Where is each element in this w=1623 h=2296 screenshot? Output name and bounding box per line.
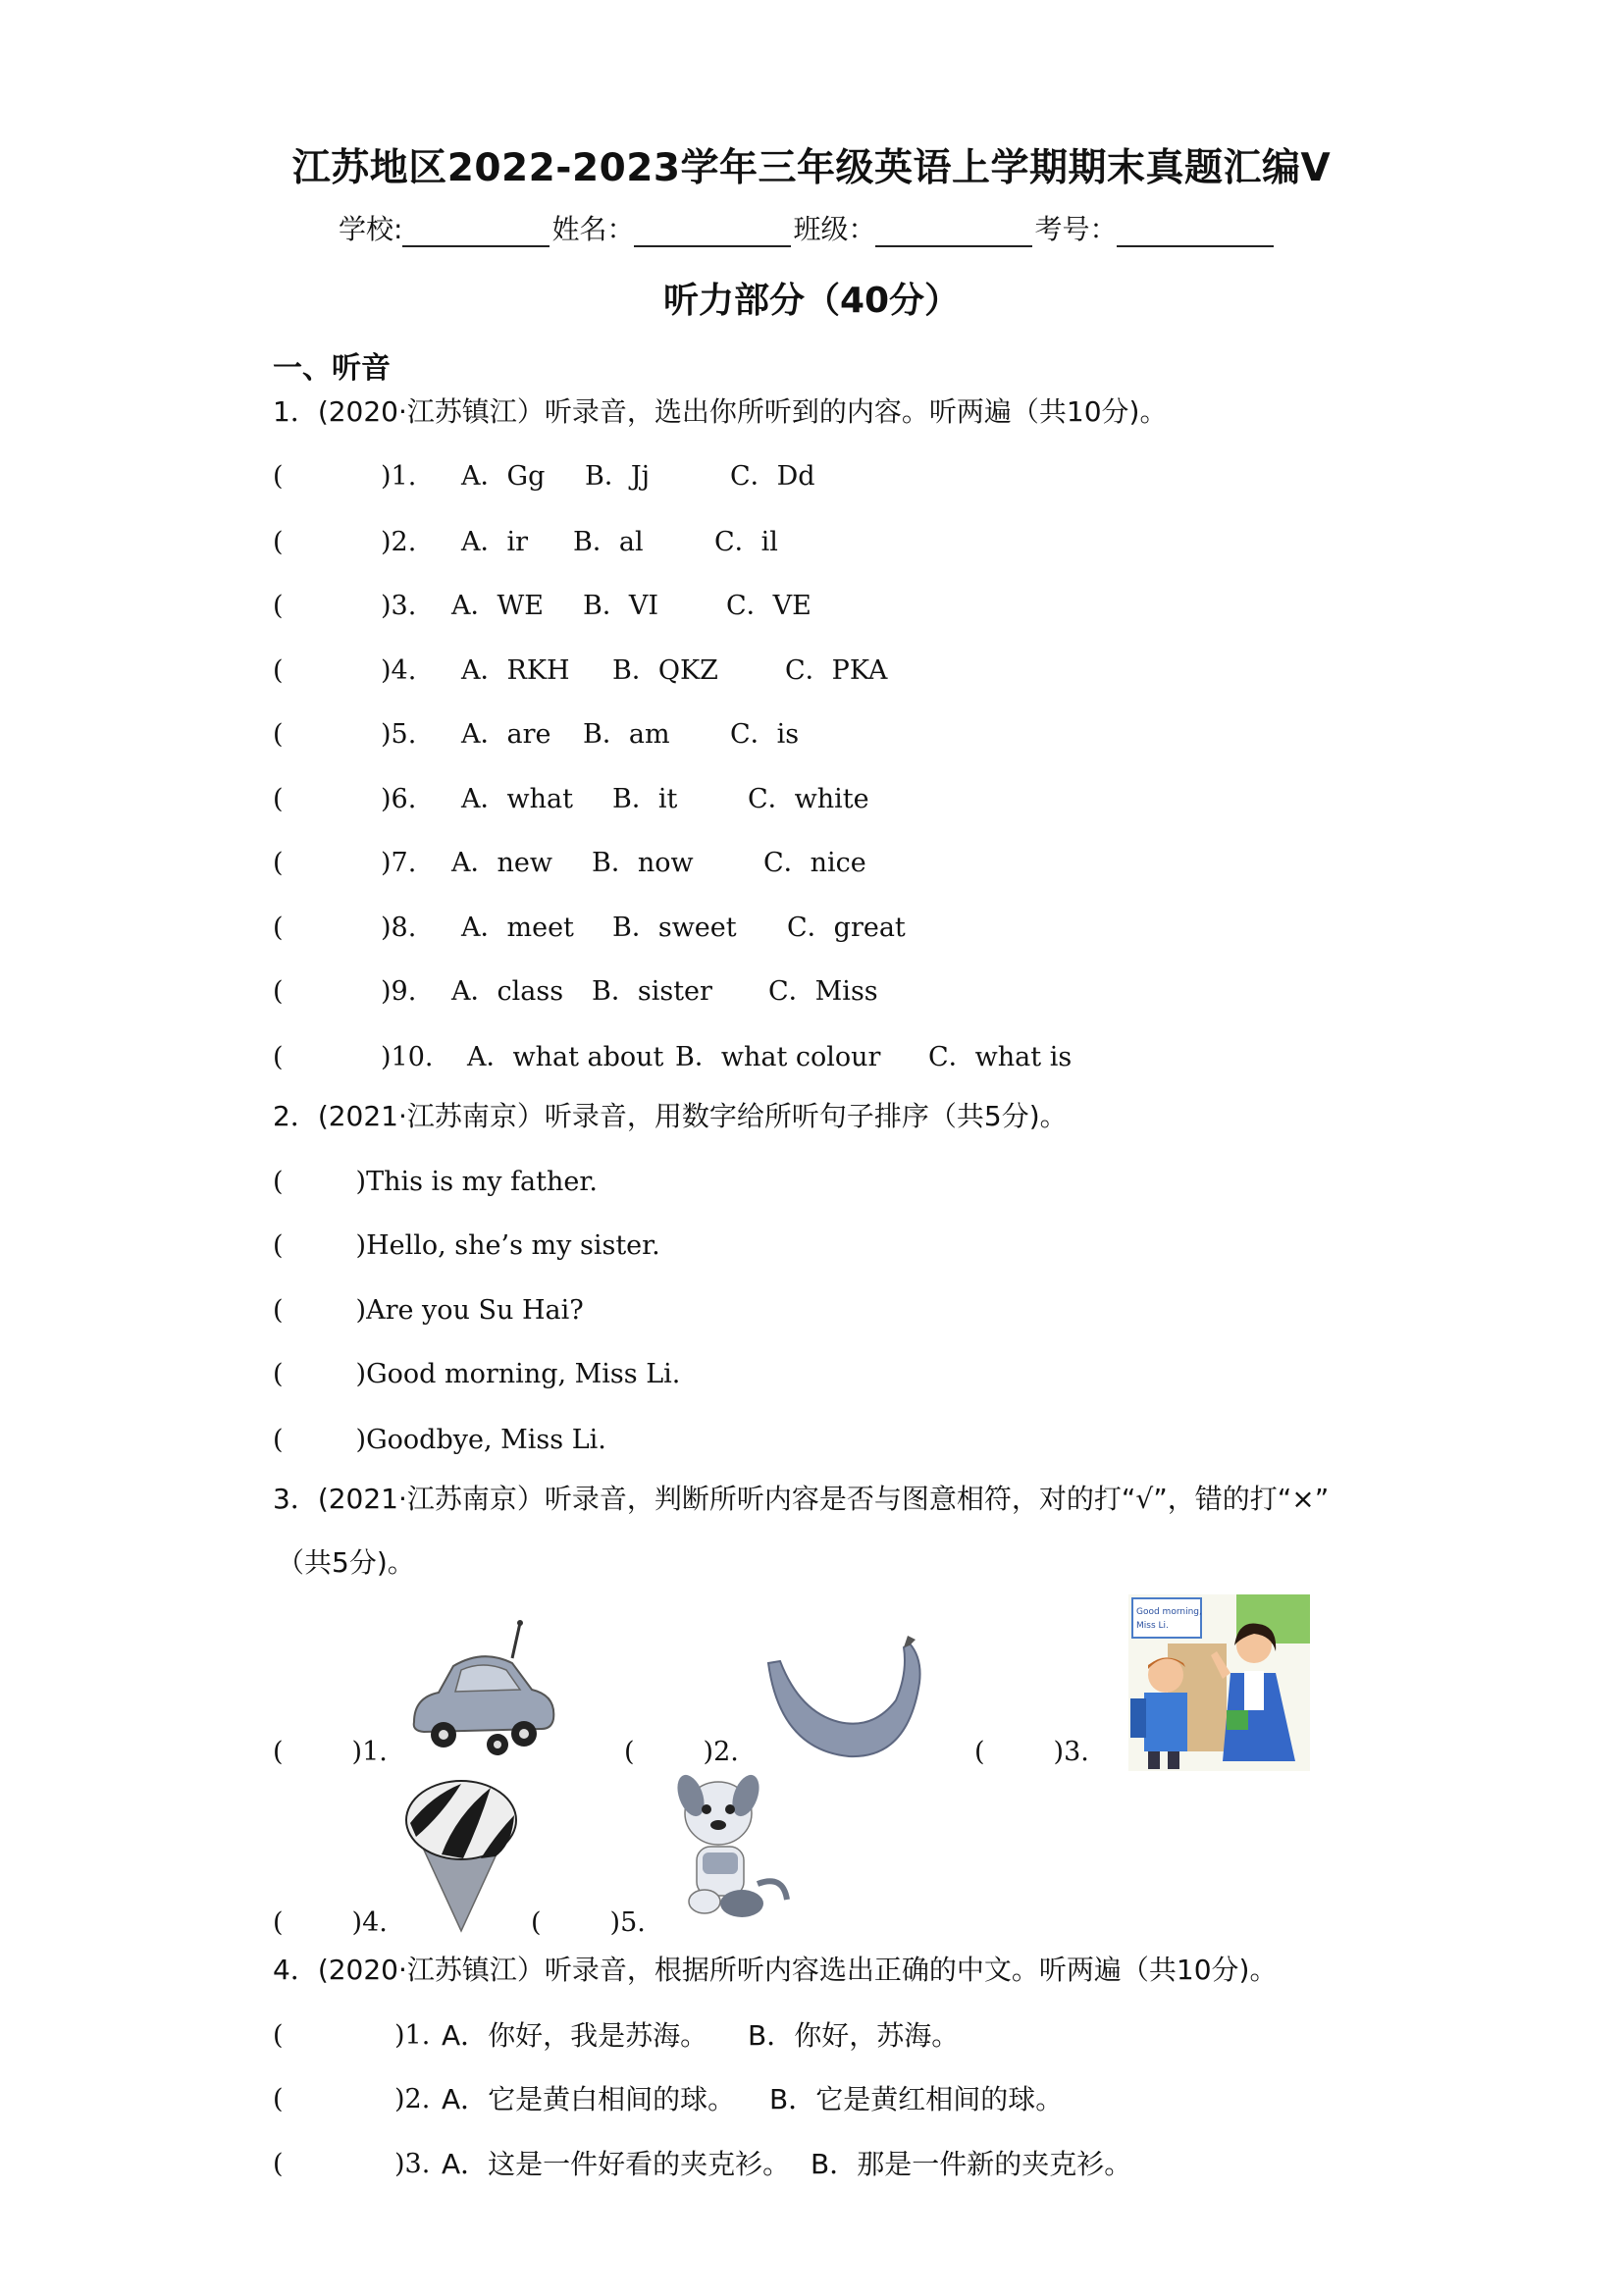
open-paren: ( [273, 1230, 284, 1261]
open-paren: ( [273, 976, 284, 1007]
option-a: A．Gg [461, 461, 546, 492]
option-b: B．Jj [585, 461, 651, 492]
option-b: B．你好，苏海。 [748, 2019, 960, 2052]
open-paren: ( [974, 1737, 985, 1767]
q2-header: 2．(2021·江苏南京）听录音，用数字给所听句子排序（共5分)。 [273, 1100, 1068, 1132]
option-a: A．are [461, 719, 551, 750]
name-blank[interactable] [634, 218, 791, 247]
option-c: C．nice [763, 848, 866, 878]
open-paren: ( [273, 913, 284, 943]
item-number: )10. [381, 1042, 434, 1072]
open-paren: ( [624, 1737, 635, 1767]
option-b: B．那是一件新的夹克衫。 [811, 2148, 1132, 2180]
sentence-text: )Goodbye, Miss Li. [355, 1425, 606, 1455]
item-number: )9. [381, 976, 417, 1007]
q3-item-3[interactable] [974, 1735, 1089, 1770]
option-a: A．RKH [461, 655, 570, 686]
option-a: A．ir [461, 527, 529, 557]
option-b: B．VI [583, 591, 659, 621]
open-paren: ( [273, 1042, 284, 1072]
open-paren: ( [273, 2020, 284, 2051]
item-number: )3. [1053, 1737, 1089, 1767]
item-number: )6. [381, 784, 417, 814]
item-number: )4. [381, 655, 417, 686]
open-paren: ( [273, 1737, 284, 1767]
option-b: B．now [592, 848, 694, 878]
option-a: A．what [461, 784, 573, 814]
sentence-text: )Are you Su Hai? [355, 1295, 584, 1326]
school-blank[interactable] [402, 218, 550, 247]
option-c: C．what is [928, 1042, 1073, 1072]
class-blank[interactable] [875, 218, 1032, 247]
toy-dog-icon [659, 1766, 797, 1923]
item-number: )5. [381, 719, 417, 750]
sentence-text: )Good morning, Miss Li. [355, 1359, 681, 1389]
option-a: A．它是黄白相间的球。 [442, 2083, 736, 2115]
option-c: C．is [730, 719, 800, 750]
q2-item-1[interactable] [273, 1165, 598, 1200]
item-number: )2. [703, 1737, 739, 1767]
option-c: C．Miss [768, 976, 878, 1007]
item-number: )1. [394, 2020, 431, 2051]
q2-item-5[interactable] [273, 1423, 606, 1458]
option-b: B．al [573, 527, 644, 557]
name-label: 姓名： [551, 213, 635, 245]
exam-no-blank[interactable] [1117, 218, 1274, 247]
open-paren: ( [273, 591, 284, 621]
open-paren: ( [273, 1295, 284, 1326]
page-title: 江苏地区2022-2023学年三年级英语上学期期末真题汇编Ⅴ [291, 146, 1332, 190]
q3-header-cont: （共5分)。 [277, 1546, 415, 1579]
option-b: B．am [583, 719, 670, 750]
option-a: A．new [451, 848, 552, 878]
item-number: )4. [351, 1907, 388, 1938]
q3-header: 3．(2021·江苏南京）听录音，判断所听内容是否与图意相符，对的打“√”，错的打“×” [273, 1483, 1330, 1515]
option-a: A．meet [461, 913, 574, 943]
class-label: 班级： [793, 213, 876, 245]
q2-item-3[interactable] [273, 1293, 584, 1329]
open-paren: ( [273, 655, 284, 686]
option-b: B．sweet [612, 913, 737, 943]
section-title: 听力部分（40分） [662, 281, 961, 321]
picture-caption-2: Miss Li. [1136, 1621, 1169, 1631]
option-b: B．what colour [675, 1042, 881, 1072]
option-c: C．great [787, 913, 906, 943]
sentence-text: )Hello, she’s my sister. [355, 1230, 660, 1261]
option-a: A．class [451, 976, 564, 1007]
item-number: )2. [381, 527, 417, 557]
option-c: C．il [714, 527, 778, 557]
picture-caption-1: Good morning, [1136, 1607, 1202, 1617]
option-c: C．PKA [785, 655, 888, 686]
school-label: 学校: [339, 213, 403, 245]
part-title: 一、听音 [273, 351, 391, 386]
option-c: C．Dd [730, 461, 815, 492]
item-number: )8. [381, 913, 417, 943]
open-paren: ( [273, 719, 284, 750]
item-number: )3. [394, 2149, 431, 2179]
ice-cream-icon [402, 1776, 520, 1933]
open-paren: ( [273, 2149, 284, 2179]
option-b: B．QKZ [612, 655, 718, 686]
q1-header: 1．(2020·江苏镇江）听录音，选出你所听到的内容。听两遍（共10分)。 [273, 395, 1168, 428]
item-number: )1. [351, 1737, 388, 1767]
open-paren: ( [273, 1359, 284, 1389]
q3-item-2[interactable] [624, 1735, 739, 1770]
open-paren: ( [273, 848, 284, 878]
option-a: A．这是一件好看的夹克衫。 [442, 2148, 791, 2180]
open-paren: ( [273, 2084, 284, 2114]
item-number: )3. [381, 591, 417, 621]
open-paren: ( [273, 527, 284, 557]
q3-item-1[interactable] [273, 1735, 388, 1770]
option-b: B．sister [592, 976, 712, 1007]
option-b: B．it [612, 784, 678, 814]
toy-car-icon [404, 1619, 561, 1766]
open-paren: ( [531, 1907, 542, 1938]
open-paren: ( [273, 784, 284, 814]
item-number: )1. [381, 461, 417, 492]
option-a: A．你好，我是苏海。 [442, 2019, 708, 2052]
open-paren: ( [273, 1167, 284, 1197]
option-c: C．white [748, 784, 869, 814]
student-info-line [339, 208, 1276, 247]
q3-item-5[interactable] [531, 1905, 646, 1941]
open-paren: ( [273, 1425, 284, 1455]
open-paren: ( [273, 461, 284, 492]
option-a: A．what about [467, 1042, 664, 1072]
q3-item-4[interactable] [273, 1905, 388, 1941]
q2-item-2[interactable] [273, 1228, 660, 1264]
classroom-picture [1128, 1594, 1310, 1771]
sentence-text: )This is my father. [355, 1167, 598, 1197]
option-a: A．WE [451, 591, 544, 621]
option-c: C．VE [726, 591, 812, 621]
item-number: )5. [609, 1907, 646, 1938]
q4-header: 4．(2020·江苏镇江）听录音，根据所听内容选出正确的中文。听两遍（共10分)。 [273, 1954, 1278, 1986]
exam-no-label: 考号： [1034, 213, 1118, 245]
banana-icon [760, 1634, 927, 1771]
open-paren: ( [273, 1907, 284, 1938]
item-number: )2. [394, 2084, 431, 2114]
item-number: )7. [381, 848, 417, 878]
q2-item-4[interactable] [273, 1357, 680, 1392]
option-b: B．它是黄红相间的球。 [769, 2083, 1064, 2115]
